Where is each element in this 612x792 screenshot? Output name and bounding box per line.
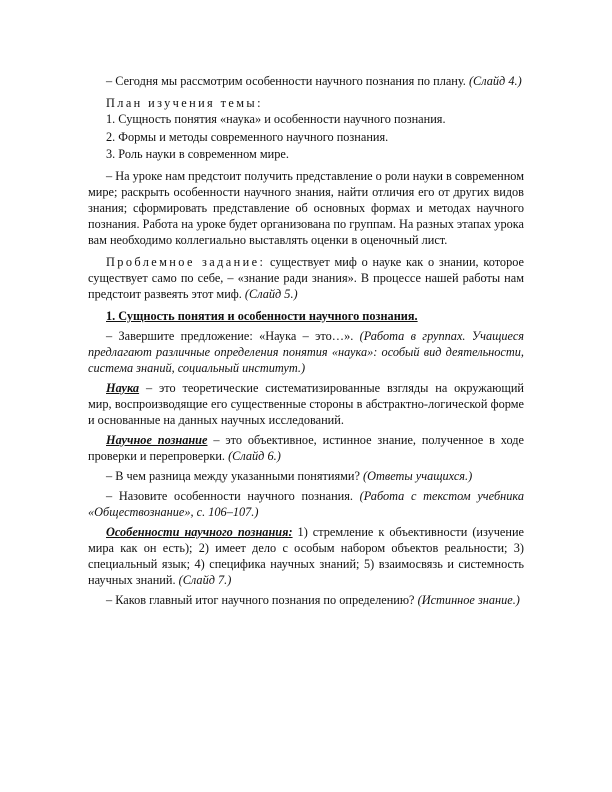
- slide-ref-7: (Слайд 7.): [178, 572, 232, 587]
- problem-task-paragraph: Проблемное задание: существует миф о науке как о знании, которое существует само по себе, – «знание ради знания». В процессе нашей работы нам предстоит развеять этот миф. (Слайд 5.): [88, 254, 524, 301]
- slide-ref-6: (Слайд 6.): [228, 448, 281, 463]
- scientific-knowledge-definition: Научное познание – это объективное, истинное знание, полученное в ходе проверки и перепроверки. (Слайд 6.): [88, 432, 524, 463]
- lesson-goals-paragraph: – На уроке нам предстоит получить представление о роли науки в современном мире; раскрыть особенности научного знания, найти отличия его от других видов знания; сформировать представление об основных формах и методах научного познания. Работа на уроке будет организована по группам. На разных этапах урока вам необходимо коллегиально выставлять оценки в оценочный лист.: [88, 168, 524, 247]
- plan-item: 2. Формы и методы современного научного познания.: [106, 129, 389, 144]
- science-definition: Наука – это теоретические систематизированные взгляды на окружающий мир, воспроизводящие его существенные стороны в абстрактно-логической форме и основанные на данных научных исследований.: [88, 380, 524, 427]
- question-features: – Назовите особенности научного познания. (Работа с текстом учебника «Обществознание», с. 106–107.): [88, 488, 524, 519]
- features-paragraph: Особенности научного познания: 1) стремление к объективности (изучение мира как он есть); 2) имеет дело с особым набором объектов реальности; 3) специальный язык; 4) специфика научных знаний; 5) взаимосвязь и системность научных знаний. (Слайд 7.): [88, 524, 525, 587]
- intro-paragraph: [88, 73, 524, 89]
- problem-task-label: Проблемное задание:: [106, 254, 266, 269]
- plan-item: 3. Роль науки в современном мире.: [106, 147, 289, 161]
- science-term: Наука: [106, 380, 140, 395]
- slide-ref-4: (Слайд 4.): [468, 74, 522, 88]
- section-heading: 1. Сущность понятия и особенности научного познания.: [106, 308, 418, 323]
- features-term: Особенности научного познания:: [106, 524, 293, 539]
- intro-text: – Сегодня мы рассмотрим особенности научного познания по плану.: [106, 74, 466, 88]
- plan-heading: План изучения темы:: [106, 96, 263, 110]
- textbook-note: (Работа с текстом учебника «Обществознание», с. 106–107.): [88, 488, 524, 519]
- task-paragraph: – Завершите предложение: «Наука – это…». (Работа в группах. Учащиеся предлагают различные определения понятия «наука»: особый вид деятельности, система знаний, социальный институт.): [88, 328, 525, 375]
- question-result: – Каков главный итог научного познания по определению? (Истинное знание.): [106, 592, 520, 607]
- document-body: [88, 73, 524, 608]
- question-difference: – В чем разница между указанными понятиями? (Ответы учащихся.): [106, 468, 473, 483]
- slide-ref-5: (Слайд 5.): [244, 286, 298, 301]
- plan-list: [88, 111, 524, 164]
- scientific-knowledge-term: Научное познание: [106, 432, 208, 447]
- plan-item: 1. Сущность понятия «наука» и особенности научного познания.: [106, 112, 446, 126]
- group-work-note: (Работа в группах. Учащиеся предлагают различные определения понятия «наука»: особый вид деятельности, система знаний, социальный институт.): [88, 328, 525, 375]
